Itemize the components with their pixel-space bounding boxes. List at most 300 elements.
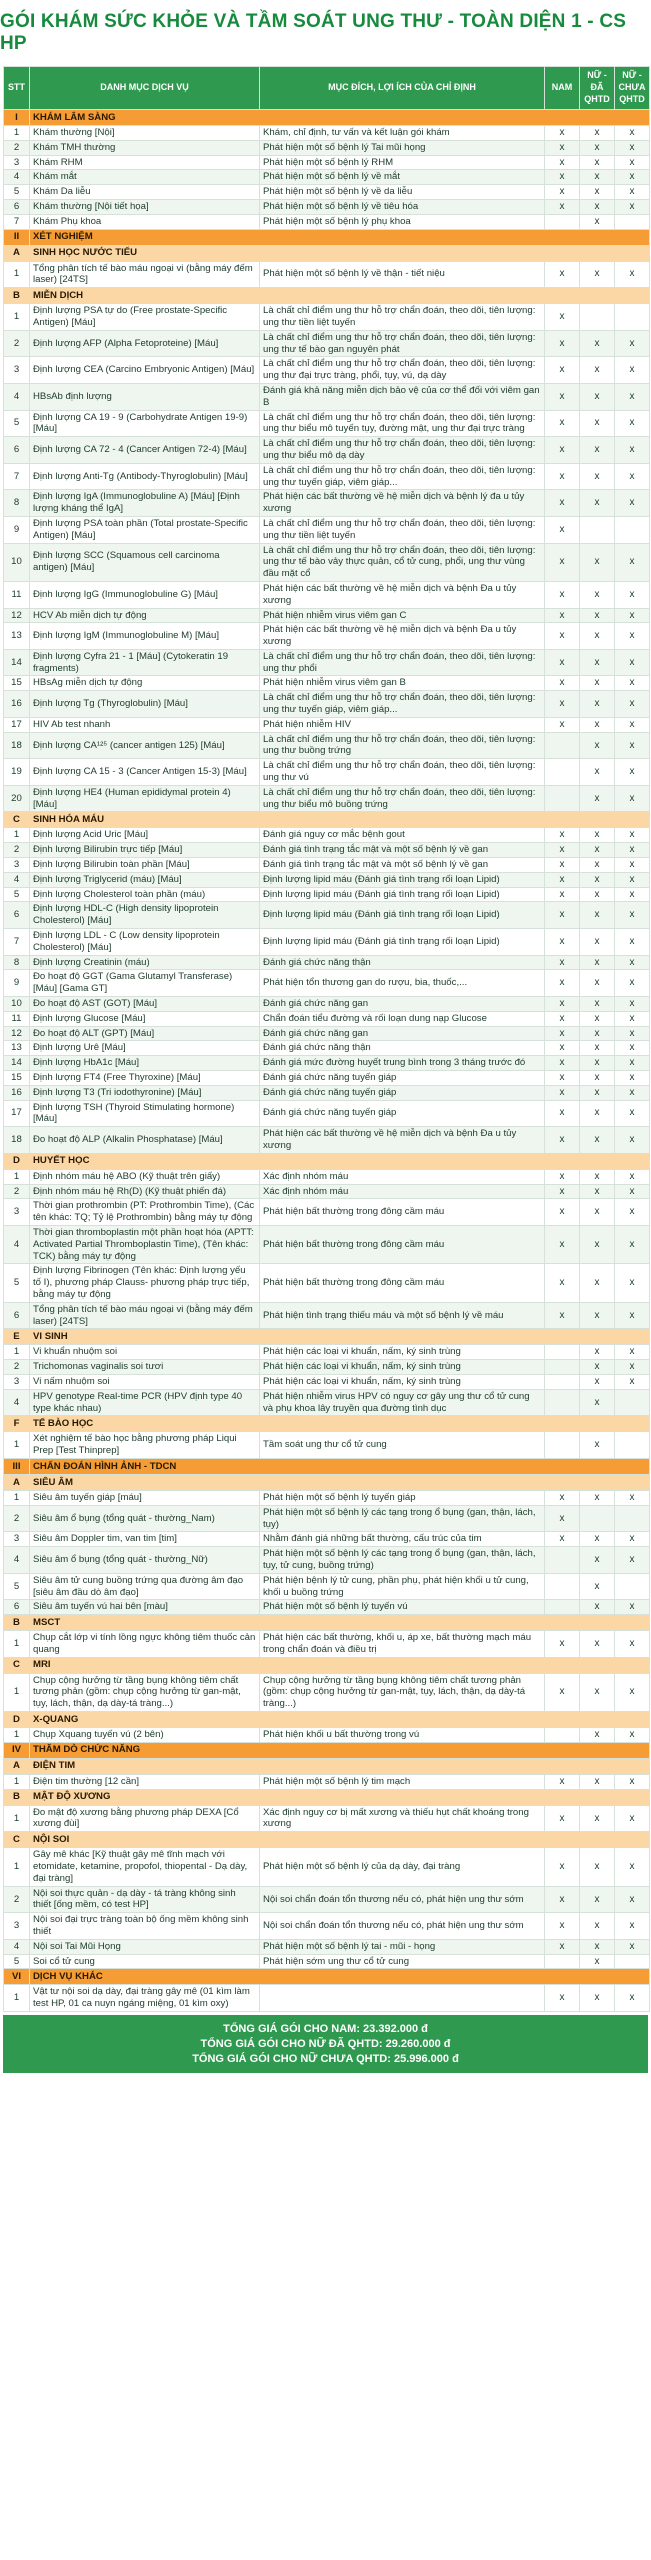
row-number: 3 — [4, 1532, 30, 1547]
row-number: 1 — [4, 1490, 30, 1505]
col-header-female-married: NỮ - ĐÃ QHTD — [580, 67, 615, 110]
female-single-mark: x — [615, 1100, 650, 1127]
service-purpose: Phát hiện nhiễm virus viêm gan B — [260, 676, 545, 691]
row-number: 1 — [4, 304, 30, 331]
male-mark: x — [545, 1041, 580, 1056]
male-mark: x — [545, 1505, 580, 1532]
service-name: Định lượng CA 15 - 3 (Cancer Antigen 15-3) [Máu] — [30, 759, 260, 786]
service-name: Siêu âm ổ bụng (tổng quát - thường_Nữ) — [30, 1547, 260, 1574]
female-single-mark: x — [615, 732, 650, 759]
table-row — [4, 304, 650, 331]
male-mark: x — [545, 1848, 580, 1886]
service-name: Định lượng Fibrinogen (Tên khác: Định lượng yếu tố I), phương pháp Clauss- phương pháp trực tiếp, bằng máy tự động — [30, 1264, 260, 1302]
table-row — [4, 140, 650, 155]
table-row — [4, 649, 650, 676]
row-number: 13 — [4, 623, 30, 650]
male-mark — [545, 785, 580, 812]
service-name: Đo mật độ xương bằng phương pháp DEXA [Cổ xương đùi] — [30, 1805, 260, 1832]
row-number: 6 — [4, 1600, 30, 1615]
table-row — [4, 1041, 650, 1056]
service-purpose: Đánh giá chức năng tuyến giáp — [260, 1085, 545, 1100]
female-married-mark — [580, 1505, 615, 1532]
section-number: VI — [4, 1969, 30, 1985]
section-label: SIÊU ÂM — [30, 1474, 650, 1490]
row-number: 4 — [4, 383, 30, 410]
section-label: HUYẾT HỌC — [30, 1153, 650, 1169]
table-row — [4, 887, 650, 902]
table-row — [4, 1127, 650, 1154]
female-single-mark: x — [615, 1169, 650, 1184]
service-purpose: Là chất chỉ điểm ung thư hỗ trợ chẩn đoán, theo dõi, tiên lượng: ung thư biểu mô tuyến tụy, đường mật, ung thư đại trực tràng — [260, 410, 545, 437]
service-purpose: Là chất chỉ điểm ung thư hỗ trợ chẩn đoán, theo dõi, tiên lượng: ung thư tuyến giáp, viêm giáp... — [260, 691, 545, 718]
service-name: Định lượng Cyfra 21 - 1 [Máu] (Cytokeratin 19 fragments) — [30, 649, 260, 676]
male-mark: x — [545, 1985, 580, 2012]
female-single-mark: x — [615, 199, 650, 214]
female-single-mark: x — [615, 970, 650, 997]
service-name: Định lượng FT4 (Free Thyroxine) [Máu] — [30, 1071, 260, 1086]
total-male: TỔNG GIÁ GÓI CHO NAM: 23.392.000 đ — [223, 2023, 428, 2036]
row-number: 14 — [4, 649, 30, 676]
service-purpose: Định lượng lipid máu (Đánh giá tình trạng rối loạn Lipid) — [260, 872, 545, 887]
female-married-mark: x — [580, 1026, 615, 1041]
female-single-mark: x — [615, 649, 650, 676]
female-married-mark: x — [580, 261, 615, 288]
service-name: Khám Da liễu — [30, 185, 260, 200]
subsection-row — [4, 1474, 650, 1490]
row-number: 1 — [4, 1673, 30, 1711]
female-single-mark: x — [615, 691, 650, 718]
female-single-mark: x — [615, 1345, 650, 1360]
female-married-mark: x — [580, 676, 615, 691]
section-row — [4, 229, 650, 245]
row-number: 18 — [4, 732, 30, 759]
section-number: F — [4, 1416, 30, 1432]
row-number: 7 — [4, 214, 30, 229]
service-name: Định lượng PSA toàn phần (Total prostate-Specific Antigen) [Máu] — [30, 516, 260, 543]
male-mark: x — [545, 330, 580, 357]
section-label: DỊCH VỤ KHÁC — [30, 1969, 650, 1985]
service-purpose: Phát hiện tổn thương gan do rượu, bia, thuốc,... — [260, 970, 545, 997]
service-purpose: Phát hiện các bất thường về hệ miễn dịch và bệnh Đa u tủy xương — [260, 1127, 545, 1154]
female-married-mark: x — [580, 1547, 615, 1574]
table-row — [4, 1264, 650, 1302]
male-mark — [545, 1389, 580, 1416]
female-married-mark: x — [580, 1302, 615, 1329]
page-title: GÓI KHÁM SỨC KHỎE VÀ TẦM SOÁT UNG THƯ - TOÀN DIỆN 1 - CS HP — [0, 11, 627, 54]
section-number: A — [4, 1474, 30, 1490]
table-row — [4, 1026, 650, 1041]
row-number: 1 — [4, 126, 30, 141]
subsection-row — [4, 1712, 650, 1728]
table-row — [4, 1071, 650, 1086]
subsection-row — [4, 812, 650, 828]
service-name: HIV Ab test nhanh — [30, 717, 260, 732]
male-mark: x — [545, 357, 580, 384]
female-single-mark: x — [615, 1490, 650, 1505]
service-purpose: Đánh giá nguy cơ mắc bệnh gout — [260, 828, 545, 843]
table-row — [4, 732, 650, 759]
service-name: Siêu âm tử cung buồng trứng qua đường âm đạo [siêu âm đầu dò âm đạo] — [30, 1573, 260, 1600]
total-female-married: TỔNG GIÁ GÓI CHO NỮ ĐÃ QHTD: 29.260.000 đ — [200, 2038, 451, 2051]
female-single-mark: x — [615, 1011, 650, 1026]
service-name: Gây mê khác [Kỹ thuật gây mê tĩnh mạch với etomidate, ketamine, propofol, thiopental - Dạ dày, đại tràng] — [30, 1848, 260, 1886]
service-purpose: Phát hiện khối u bất thường trong vú — [260, 1728, 545, 1743]
section-label: TẾ BÀO HỌC — [30, 1416, 650, 1432]
male-mark: x — [545, 887, 580, 902]
service-name: Thời gian thromboplastin một phần hoạt hóa (APTT: Activated Partial Thromboplastin Time), (Tên khác: TCK) bằng máy tự động — [30, 1225, 260, 1263]
female-married-mark: x — [580, 872, 615, 887]
male-mark: x — [545, 1199, 580, 1226]
female-married-mark: x — [580, 199, 615, 214]
service-purpose: Là chất chỉ điểm ung thư hỗ trợ chẩn đoán, theo dõi, tiên lượng: ung thư đại trực tràng, phổi, tụy, vú, dạ dày — [260, 357, 545, 384]
row-number: 3 — [4, 357, 30, 384]
male-mark — [545, 1547, 580, 1574]
male-mark: x — [545, 1532, 580, 1547]
female-single-mark: x — [615, 1985, 650, 2012]
section-label: ĐIỆN TIM — [30, 1758, 650, 1774]
service-name: Chụp cắt lớp vi tính lồng ngực không tiêm thuốc cản quang — [30, 1631, 260, 1658]
row-number: 2 — [4, 1360, 30, 1375]
table-row — [4, 1374, 650, 1389]
row-number: 1 — [4, 1848, 30, 1886]
row-number: 4 — [4, 1225, 30, 1263]
table-row — [4, 1939, 650, 1954]
section-number: B — [4, 288, 30, 304]
col-header-stt: STT — [4, 67, 30, 110]
female-married-mark: x — [580, 1985, 615, 2012]
female-married-mark: x — [580, 1169, 615, 1184]
female-married-mark: x — [580, 1199, 615, 1226]
service-name: HPV genotype Real-time PCR (HPV định type 40 type khác nhau) — [30, 1389, 260, 1416]
subsection-row — [4, 1153, 650, 1169]
section-label: SINH HỌC NƯỚC TIỂU — [30, 245, 650, 261]
table-row — [4, 410, 650, 437]
table-row — [4, 383, 650, 410]
female-married-mark: x — [580, 1728, 615, 1743]
female-single-mark: x — [615, 1199, 650, 1226]
service-purpose: Đánh giá mức đường huyết trung bình trong 3 tháng trước đó — [260, 1056, 545, 1071]
service-name: Điện tim thường [12 cần] — [30, 1774, 260, 1789]
table-row — [4, 1728, 650, 1743]
service-name: Định lượng Bilirubin trực tiếp [Máu] — [30, 843, 260, 858]
male-mark: x — [545, 304, 580, 331]
service-purpose: Phát hiện một số bệnh lý Tai mũi họng — [260, 140, 545, 155]
female-married-mark: x — [580, 330, 615, 357]
row-number: 2 — [4, 1184, 30, 1199]
service-purpose: Là chất chỉ điểm ung thư hỗ trợ chẩn đoán, theo dõi, tiên lượng: ung thư biểu mô buồng trứng — [260, 785, 545, 812]
service-name: Đo hoạt độ GGT (Gama Glutamyl Transferase) [Máu] [Gama GT] — [30, 970, 260, 997]
female-single-mark: x — [615, 543, 650, 581]
table-row — [4, 608, 650, 623]
female-single-mark: x — [615, 955, 650, 970]
male-mark — [545, 1600, 580, 1615]
service-name: Vi nấm nhuộm soi — [30, 1374, 260, 1389]
row-number: 1 — [4, 1728, 30, 1743]
table-row — [4, 623, 650, 650]
row-number: 13 — [4, 1041, 30, 1056]
male-mark: x — [545, 516, 580, 543]
service-purpose: Đánh giá tình trạng tắc mật và một số bệnh lý về gan — [260, 858, 545, 873]
row-number: 1 — [4, 261, 30, 288]
service-name: Định lượng Bilirubin toàn phần [Máu] — [30, 858, 260, 873]
table-row — [4, 691, 650, 718]
service-name: Đo hoạt độ ALT (GPT) [Máu] — [30, 1026, 260, 1041]
female-single-mark: x — [615, 1547, 650, 1574]
row-number: 8 — [4, 955, 30, 970]
row-number: 1 — [4, 1631, 30, 1658]
row-number: 1 — [4, 1805, 30, 1832]
row-number: 3 — [4, 1374, 30, 1389]
service-name: Định lượng CEA (Carcino Embryonic Antigen) [Máu] — [30, 357, 260, 384]
male-mark: x — [545, 623, 580, 650]
row-number: 3 — [4, 155, 30, 170]
service-name: Định lượng SCC (Squamous cell carcinoma antigen) [Máu] — [30, 543, 260, 581]
female-single-mark: x — [615, 785, 650, 812]
female-single-mark: x — [615, 1848, 650, 1886]
service-purpose: Chụp cộng hưởng từ tầng bụng không tiêm chất tương phản (gồm: chụp cộng hưởng từ gan-mật, tụy, lách, thận, dạ dày-tá tràng...) — [260, 1673, 545, 1711]
service-name: Định lượng Glucose [Máu] — [30, 1011, 260, 1026]
male-mark: x — [545, 155, 580, 170]
service-purpose: Phát hiện các bất thường, khối u, áp xe, bất thường mạch máu trong chẩn đoán và điều trị — [260, 1631, 545, 1658]
service-name: Khám mắt — [30, 170, 260, 185]
female-single-mark: x — [615, 140, 650, 155]
row-number: 5 — [4, 887, 30, 902]
row-number: 1 — [4, 1985, 30, 2012]
subsection-row — [4, 1329, 650, 1345]
female-married-mark — [580, 516, 615, 543]
male-mark — [545, 1432, 580, 1459]
male-mark: x — [545, 717, 580, 732]
section-number: C — [4, 1832, 30, 1848]
male-mark: x — [545, 955, 580, 970]
service-purpose: Phát hiện các loại vi khuẩn, nấm, ký sinh trùng — [260, 1360, 545, 1375]
male-mark: x — [545, 581, 580, 608]
row-number: 4 — [4, 872, 30, 887]
row-number: 2 — [4, 1505, 30, 1532]
female-married-mark: x — [580, 383, 615, 410]
female-married-mark: x — [580, 732, 615, 759]
female-married-mark: x — [580, 1056, 615, 1071]
table-row — [4, 717, 650, 732]
female-single-mark: x — [615, 1939, 650, 1954]
service-name: Định lượng HDL-C (High density lipoprotein Cholesterol) [Máu] — [30, 902, 260, 929]
service-purpose: Phát hiện một số bệnh lý tuyến vú — [260, 1600, 545, 1615]
male-mark: x — [545, 1631, 580, 1658]
female-married-mark: x — [580, 1848, 615, 1886]
female-single-mark — [615, 1505, 650, 1532]
female-single-mark: x — [615, 843, 650, 858]
female-married-mark: x — [580, 608, 615, 623]
row-number: 17 — [4, 1100, 30, 1127]
female-single-mark: x — [615, 902, 650, 929]
female-married-mark: x — [580, 1600, 615, 1615]
female-married-mark: x — [580, 623, 615, 650]
service-purpose: Phát hiện các bất thường về hệ miễn dịch và bệnh Đa u tủy xương — [260, 623, 545, 650]
service-name: Định lượng HbA1c [Máu] — [30, 1056, 260, 1071]
service-purpose: Phát hiện một số bệnh lý tuyến giáp — [260, 1490, 545, 1505]
service-purpose: Nhằm đánh giá những bất thường, cấu trúc của tim — [260, 1532, 545, 1547]
female-married-mark: x — [580, 140, 615, 155]
male-mark — [545, 1954, 580, 1969]
service-purpose: Phát hiện bất thường trong đông cầm máu — [260, 1264, 545, 1302]
table-row — [4, 828, 650, 843]
female-single-mark: x — [615, 185, 650, 200]
female-single-mark: x — [615, 759, 650, 786]
male-mark — [545, 1374, 580, 1389]
section-number: C — [4, 812, 30, 828]
female-married-mark: x — [580, 1100, 615, 1127]
female-single-mark: x — [615, 1127, 650, 1154]
service-name: Định lượng IgG (Immunoglobuline G) [Máu] — [30, 581, 260, 608]
female-single-mark: x — [615, 1184, 650, 1199]
service-name: Đo hoạt độ AST (GOT) [Máu] — [30, 997, 260, 1012]
table-row — [4, 1085, 650, 1100]
male-mark: x — [545, 1127, 580, 1154]
row-number: 12 — [4, 608, 30, 623]
service-name: Tổng phân tích tế bào máu ngoại vi (bằng máy đếm laser) [24TS] — [30, 1302, 260, 1329]
row-number: 19 — [4, 759, 30, 786]
service-purpose: Là chất chỉ điểm ung thư hỗ trợ chẩn đoán, theo dõi, tiên lượng: ung thư tế bào gan nguyên phát — [260, 330, 545, 357]
service-name: Siêu âm Doppler tim, van tim [tim] — [30, 1532, 260, 1547]
female-single-mark: x — [615, 1774, 650, 1789]
section-label: KHÁM LÂM SÀNG — [30, 110, 650, 126]
service-purpose: Phát hiện bất thường trong đông cầm máu — [260, 1225, 545, 1263]
section-row — [4, 1742, 650, 1758]
service-purpose: Phát hiện các bất thường về hệ miễn dịch và bệnh lý đa u tủy xương — [260, 490, 545, 517]
female-married-mark: x — [580, 543, 615, 581]
subsection-row — [4, 288, 650, 304]
service-name: Khám TMH thường — [30, 140, 260, 155]
table-row — [4, 1184, 650, 1199]
service-name: Định lượng CA¹²⁵ (cancer antigen 125) [Máu] — [30, 732, 260, 759]
female-married-mark: x — [580, 649, 615, 676]
service-purpose: Phát hiện tình trạng thiếu máu và một số bệnh lý về máu — [260, 1302, 545, 1329]
service-name: Chụp Xquang tuyến vú (2 bên) — [30, 1728, 260, 1743]
service-purpose: Phát hiện một số bệnh lý của dạ dày, đại tràng — [260, 1848, 545, 1886]
table-row — [4, 214, 650, 229]
female-married-mark: x — [580, 902, 615, 929]
table-row — [4, 843, 650, 858]
row-number: 4 — [4, 1939, 30, 1954]
service-purpose: Định lượng lipid máu (Đánh giá tình trạng rối loạn Lipid) — [260, 902, 545, 929]
table-row — [4, 929, 650, 956]
table-row — [4, 1360, 650, 1375]
female-married-mark: x — [580, 1774, 615, 1789]
female-single-mark: x — [615, 357, 650, 384]
table-row — [4, 1805, 650, 1832]
female-single-mark: x — [615, 490, 650, 517]
service-name: Nội soi đại trực tràng toàn bộ ống mềm không sinh thiết — [30, 1913, 260, 1940]
table-row — [4, 872, 650, 887]
table-row — [4, 1100, 650, 1127]
service-purpose: Tầm soát ung thư cổ tử cung — [260, 1432, 545, 1459]
male-mark: x — [545, 1085, 580, 1100]
female-married-mark: x — [580, 717, 615, 732]
service-name: Định lượng AFP (Alpha Fetoproteine) [Máu] — [30, 330, 260, 357]
row-number: 11 — [4, 581, 30, 608]
row-number: 10 — [4, 997, 30, 1012]
row-number: 15 — [4, 1071, 30, 1086]
service-name: Vật tư nội soi dạ dày, đại tràng gây mê (01 kìm làm test HP, 01 ca nuyn ngáng miệng, 01 kìm oxy) — [30, 1985, 260, 2012]
female-married-mark: x — [580, 490, 615, 517]
service-purpose: Phát hiện một số bệnh lý phụ khoa — [260, 214, 545, 229]
row-number: 20 — [4, 785, 30, 812]
female-married-mark: x — [580, 970, 615, 997]
male-mark: x — [545, 1071, 580, 1086]
male-mark: x — [545, 858, 580, 873]
subsection-row — [4, 1789, 650, 1805]
section-number: III — [4, 1458, 30, 1474]
service-purpose: Đánh giá chức năng tuyến giáp — [260, 1071, 545, 1086]
table-row — [4, 1225, 650, 1263]
service-purpose: Phát hiện nhiễm virus HPV có nguy cơ gây ung thư cổ tử cung và phụ khoa lây truyền qua đường tình dục — [260, 1389, 545, 1416]
row-number: 5 — [4, 185, 30, 200]
row-number: 10 — [4, 543, 30, 581]
female-single-mark: x — [615, 581, 650, 608]
male-mark: x — [545, 843, 580, 858]
female-married-mark: x — [580, 1264, 615, 1302]
service-name: HBsAg miễn dịch tự động — [30, 676, 260, 691]
row-number: 16 — [4, 691, 30, 718]
service-purpose: Phát hiện một số bệnh lý các tạng trong ổ bụng (gan, thận, lách, tụy) — [260, 1505, 545, 1532]
female-single-mark: x — [615, 155, 650, 170]
female-married-mark — [580, 304, 615, 331]
service-purpose: Là chất chỉ điểm ung thư hỗ trợ chẩn đoán, theo dõi, tiên lượng: ung thư tế bào vảy thực quản, cổ tử cung, phổi, ung thư vùng đầu mặt cổ — [260, 543, 545, 581]
row-number: 17 — [4, 717, 30, 732]
service-name: HCV Ab miễn dịch tự động — [30, 608, 260, 623]
female-married-mark: x — [580, 843, 615, 858]
service-purpose: Xác định nguy cơ bị mất xương và thiếu hụt chất khoáng trong xương — [260, 1805, 545, 1832]
service-purpose: Phát hiện một số bệnh lý về thận - tiết niệu — [260, 261, 545, 288]
service-name: Định lượng Urê [Máu] — [30, 1041, 260, 1056]
male-mark: x — [545, 828, 580, 843]
col-header-purpose: MỤC ĐÍCH, LỢI ÍCH CỦA CHỈ ĐỊNH — [260, 67, 545, 110]
service-name: Định lượng PSA tự do (Free prostate-Specific Antigen) [Máu] — [30, 304, 260, 331]
female-married-mark: x — [580, 1041, 615, 1056]
male-mark — [545, 759, 580, 786]
service-name: Định lượng Anti-Tg (Antibody-Thyroglobulin) [Máu] — [30, 463, 260, 490]
female-married-mark: x — [580, 1225, 615, 1263]
female-single-mark: x — [615, 676, 650, 691]
service-purpose: Phát hiện một số bệnh lý về tiêu hóa — [260, 199, 545, 214]
service-purpose: Phát hiện một số bệnh lý về da liễu — [260, 185, 545, 200]
female-single-mark — [615, 1954, 650, 1969]
service-purpose: Là chất chỉ điểm ung thư hỗ trợ chẩn đoán, theo dõi, tiên lượng: ung thư tuyến giáp, viêm giáp... — [260, 463, 545, 490]
female-married-mark: x — [580, 929, 615, 956]
table-row — [4, 1913, 650, 1940]
row-number: 3 — [4, 1913, 30, 1940]
male-mark: x — [545, 1774, 580, 1789]
service-name: Nội soi Tai Mũi Họng — [30, 1939, 260, 1954]
female-married-mark: x — [580, 955, 615, 970]
subsection-row — [4, 245, 650, 261]
service-purpose: Phát hiện sớm ung thư cổ tử cung — [260, 1954, 545, 1969]
female-single-mark: x — [615, 1026, 650, 1041]
male-mark: x — [545, 970, 580, 997]
service-name: Định lượng Cholesterol toàn phần (máu) — [30, 887, 260, 902]
service-purpose: Phát hiện một số bệnh lý tai - mũi - họng — [260, 1939, 545, 1954]
service-purpose: Phát hiện một số bệnh lý RHM — [260, 155, 545, 170]
table-row — [4, 1389, 650, 1416]
section-label: MSCT — [30, 1615, 650, 1631]
service-purpose: Đánh giá chức năng thận — [260, 1041, 545, 1056]
female-single-mark — [615, 1573, 650, 1600]
service-purpose: Nội soi chẩn đoán tổn thương nếu có, phát hiện ung thư sớm — [260, 1886, 545, 1913]
row-number: 4 — [4, 1547, 30, 1574]
female-single-mark: x — [615, 872, 650, 887]
male-mark: x — [545, 490, 580, 517]
service-purpose: Phát hiện các loại vi khuẩn, nấm, ký sinh trùng — [260, 1374, 545, 1389]
